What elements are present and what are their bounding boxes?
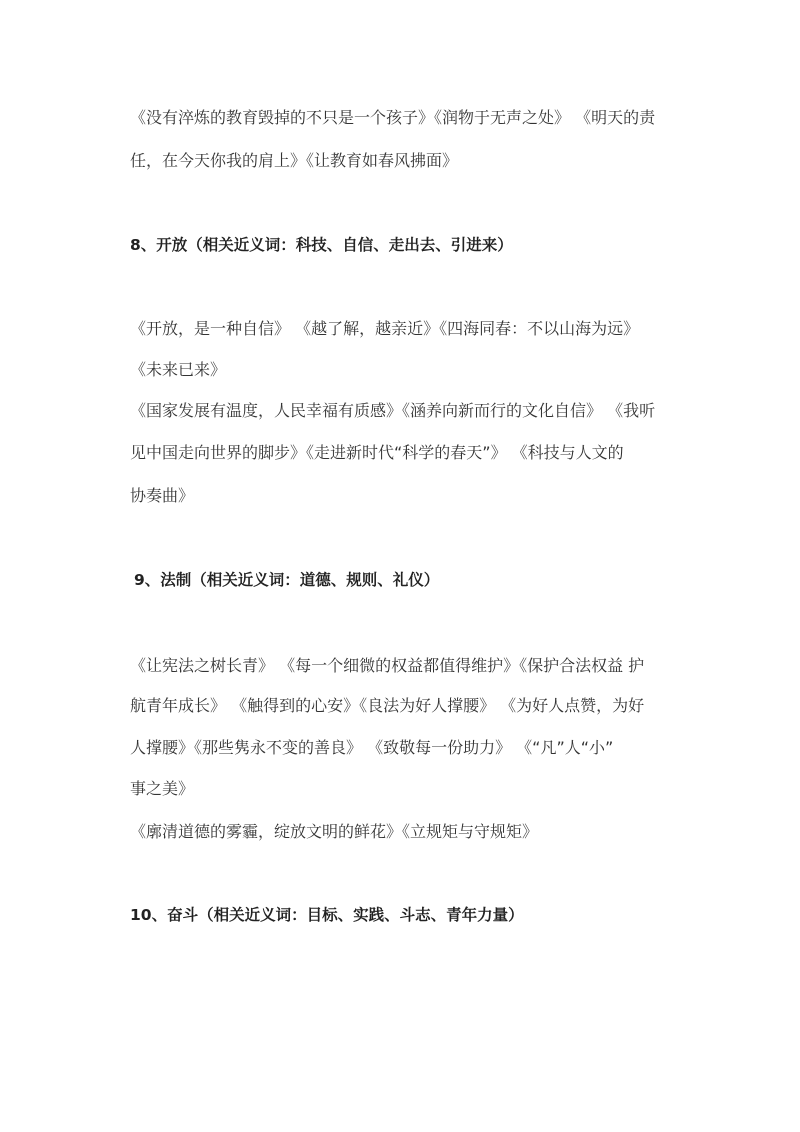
section-8-line-2: 《未来已来》 (130, 360, 227, 379)
section-8-line-5: 协奏曲》 (130, 486, 195, 505)
section-8-line-3: 《国家发展有温度，人民幸福有质感》《涵养向新而行的文化自信》 《我听 (130, 401, 656, 420)
section-9-line-5: 《廓清道德的雾霾，绽放文明的鲜花》《立规矩与守规矩》 (130, 822, 539, 841)
section-9-line-1: 《让宪法之树长青》 《每一个细微的权益都值得维护》《保护合法权益 护 (130, 656, 645, 675)
section-8-heading: 8、开放（相关近义词：科技、自信、走出去、引进来） (130, 236, 513, 254)
section-9-line-2: 航青年成长》 《触得到的心安》《良法为好人撑腰》 《为好人点赞，为好 (130, 696, 645, 715)
section-9-line-3: 人撑腰》《那些隽永不变的善良》 《致敬每一份助力》 《“凡”人“小” (130, 738, 614, 757)
intro-line-2: 任，在今天你我的肩上》《让教育如春风拂面》 (130, 151, 459, 170)
intro-line-1: 《没有淬炼的教育毁掉的不只是一个孩子》《润物于无声之处》 《明天的责 (130, 108, 656, 127)
section-10-heading: 10、奋斗（相关近义词：目标、实践、斗志、青年力量） (130, 906, 524, 924)
section-9-line-4: 事之美》 (130, 779, 195, 798)
section-8-line-1: 《开放，是一种自信》 《越了解，越亲近》《四海同春：不以山海为远》 (130, 319, 640, 338)
section-9-heading: 9、法制（相关近义词：道德、规则、礼仪） (134, 571, 440, 589)
section-8-line-4: 见中国走向世界的脚步》《走进新时代“科学的春天”》 《科技与人文的 (130, 443, 624, 462)
